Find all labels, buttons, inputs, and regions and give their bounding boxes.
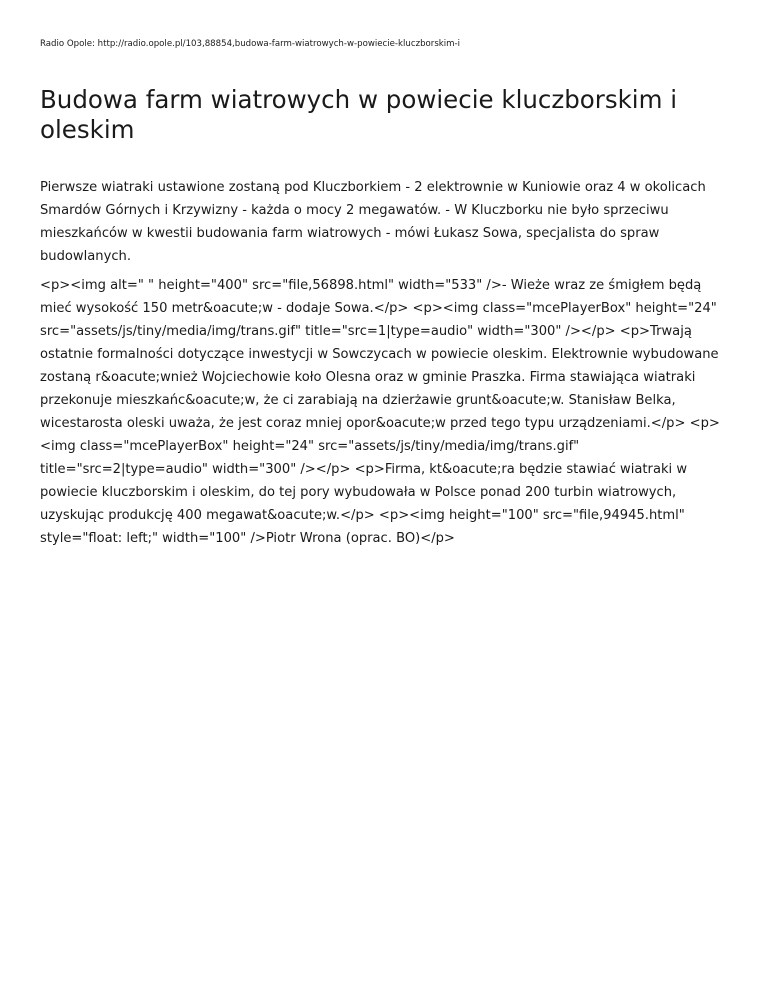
article-title: Budowa farm wiatrowych w powiecie kluczborskim i oleskim [40,85,678,144]
article-raw-html-body: <p><img alt=" " height="400" src="file,56898.html" width="533" />- Wieże wraz ze śmigłem będą mieć wysokość 150 metr&oacute;w - dodaje Sowa.</p> <p><img class="mcePlayerBox" height="24" src="assets/js/tiny/media/img/trans.gif" title="src=1|type=audio" width="300" /></p> <p>Trwają ostatnie formalności dotyczące inwestycji w Sowczycach w powiecie oleskim. Elektrownie wybudowane zostaną r&oacute;wnież Wojciechowie koło Olesna oraz w gminie Praszka. Firma stawiająca wiatraki przekonuje mieszkańc&oacute;w, że ci zarabiają na dzierżawie grunt&oacute;w. Stanisław Belka, wicestarosta oleski uważa, że jest coraz mniej opor&oacute;w przed tego typu urządzeniami.</p> <p><img class="mcePlayerBox" height="24" src="assets/js/tiny/media/img/trans.gif" title="src=2|type=audio" width="300" /></p> <p>Firma, kt&oacute;ra będzie stawiać wiatraki w powiecie kluczborskim i oleskim, do tej pory wybudowała w Polsce ponad 200 turbin wiatrowych, uzyskując produkcję 400 megawat&oacute;w.</p> <p><img height="100" src="file,94945.html" style="float: left;" width="100" />Piotr Wrona (oprac. BO)</p> [40,278,720,546]
source-url-line: Radio Opole: http://radio.opole.pl/103,88854,budowa-farm-wiatrowych-w-powiecie-kluczborskim-i [40,39,461,49]
article-lead-paragraph: Pierwsze wiatraki ustawione zostaną pod Kluczborkiem - 2 elektrownie w Kuniowie oraz 4 w okolicach Smardów Górnych i Krzywizny - każda o mocy 2 megawatów. - W Kluczborku nie było sprzeciwu mieszkańców w kwestii budowania farm wiatrowych - mówi Łukasz Sowa, specjalista do spraw budowlanych. [40,180,706,264]
